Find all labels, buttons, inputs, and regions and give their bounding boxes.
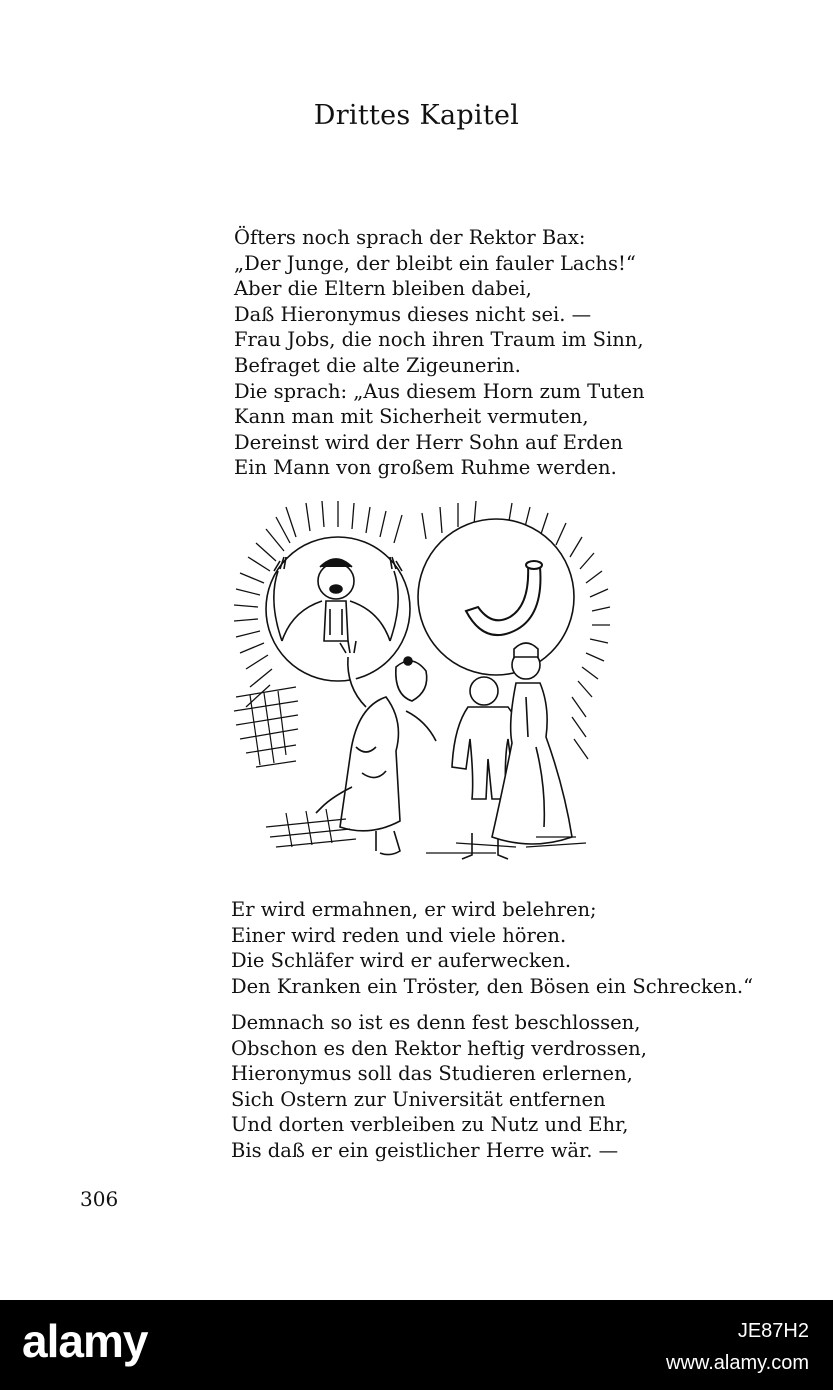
right-vision-circle: [418, 519, 574, 675]
verse-line: Obschon es den Rektor heftig verdrossen,: [231, 1036, 647, 1060]
verse-line: Die sprach: „Aus diesem Horn zum Tuten: [234, 379, 645, 403]
page-number: 306: [80, 1187, 119, 1211]
verse-line: „Der Junge, der bleibt ein fauler Lachs!“: [234, 251, 636, 275]
verse-line: Frau Jobs, die noch ihren Traum im Sinn,: [234, 328, 644, 352]
verse-line: Die Schläfer wird er auferwecken.: [231, 949, 572, 973]
image-id: JE87H2: [737, 1320, 809, 1342]
chapter-title: Drittes Kapitel: [313, 100, 520, 131]
verse-line: Demnach so ist es denn fest beschlossen,: [231, 1011, 641, 1034]
verse-line: Hieronymus soll das Studieren erlernen,: [231, 1062, 633, 1086]
verse-line: Ein Mann von großem Ruhme werden.: [234, 456, 617, 480]
stanza-1: [234, 225, 645, 481]
verse-line: Einer wird reden und viele hören.: [231, 923, 567, 947]
stanza-2: [231, 897, 753, 999]
footer-url: www.alamy.com: [666, 1352, 809, 1374]
verse-line: Sich Ostern zur Universität entfernen: [231, 1087, 606, 1111]
verse-line: Daß Hieronymus dieses nicht sei. —: [234, 302, 592, 326]
verse-line: Befraget die alte Zigeunerin.: [234, 353, 521, 377]
verse-line: Und dorten verbleiben zu Nutz und Ehr,: [231, 1113, 629, 1137]
verse-line: Aber die Eltern bleiben dabei,: [234, 277, 532, 301]
verse-line: Kann man mit Sicherheit vermuten,: [234, 405, 589, 429]
stanza-3: [231, 1010, 647, 1164]
stock-footer-bar: [0, 1300, 833, 1390]
fortune-teller-illustration: [226, 497, 618, 873]
verse-line: Er wird ermahnen, er wird belehren;: [231, 898, 597, 921]
alamy-logo: alamy: [22, 1315, 148, 1367]
verse-line: Den Kranken ein Tröster, den Bösen ein Schrecken.“: [231, 974, 754, 998]
verse-line: Dereinst wird der Herr Sohn auf Erden: [234, 430, 623, 454]
verse-line: Öfters noch sprach der Rektor Bax:: [234, 226, 586, 249]
verse-line: Bis daß er ein geistlicher Herre wär. —: [231, 1138, 619, 1162]
